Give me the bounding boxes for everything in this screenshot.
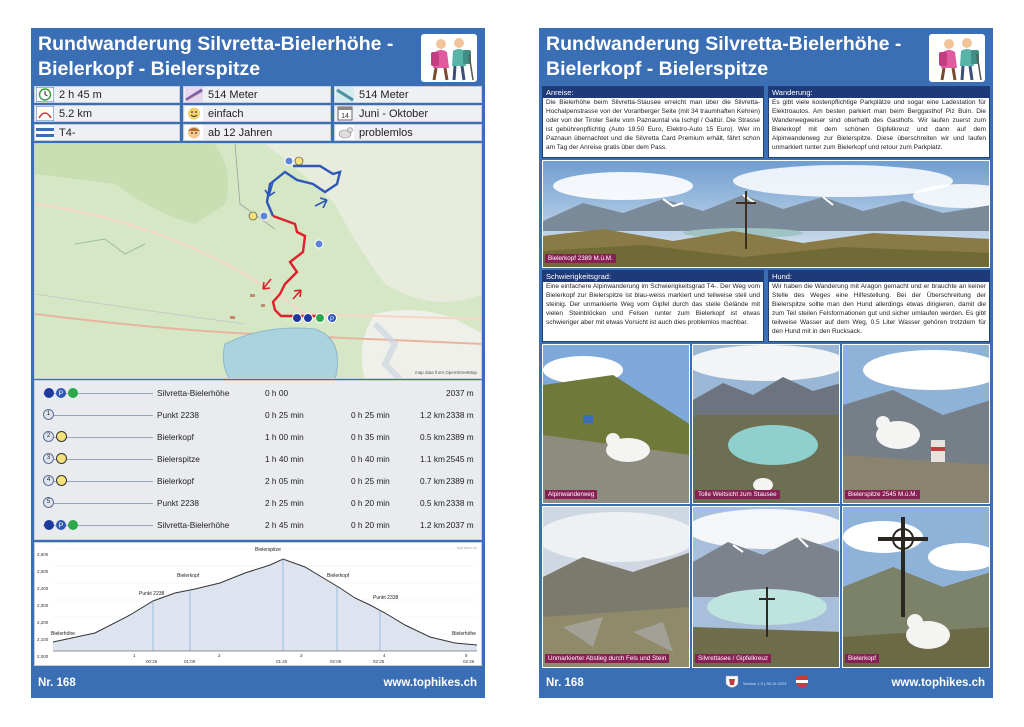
footer-number: Nr. 168 (546, 677, 584, 689)
profile-y-tick: 2,400 (37, 586, 49, 591)
waypoint-row (35, 427, 483, 447)
hund-text: Wir haben die Wanderung mit Aragon gemacht und er brauchte an keiner Stelle des Weges eine Hilfestellung. Bei der Überschreitung der Bielerspitze sollte man den Hund allerdings etwas dirigieren, damit die zum Teil steilen Felsformationen gut und sicher umlaufen werden. Es gibt teilweise Wasser auf dem Weg, 0.5 Liter Wasser gehören trotzdem für den Hund mit in den Rucksack. (772, 283, 986, 335)
end-icons (43, 519, 85, 531)
left-page-title: Rundwanderung Silvretta-Bielerhöhe - Bielerkopf - Bielerspitze (38, 33, 394, 80)
right-page (539, 28, 993, 698)
footer-number: Nr. 168 (38, 677, 76, 689)
stat-dog-value: problemlos (359, 126, 413, 139)
wanderung-box (768, 86, 990, 158)
waypoint-altitude: 2338 m (446, 410, 474, 420)
waypoint-number: 1 (43, 409, 54, 420)
photo-bielerspitze (842, 344, 990, 504)
profile-label-punkt-2: Punkt 2338 (373, 595, 399, 601)
photo-weitsicht-stausee (692, 344, 840, 504)
photo-silvrettasee (692, 506, 840, 668)
waypoint-time: 2 h 25 min (265, 498, 304, 508)
waypoint-number: 3 (43, 453, 54, 464)
anreise-box (542, 86, 764, 158)
photo-caption: Tolle Weitsicht zum Stausee (695, 490, 780, 499)
photo-caption: Silvrettasee / Gipfelkreuz (695, 654, 771, 663)
waypoint-altitude: 2338 m (446, 498, 474, 508)
waypoint-name: Punkt 2238 (157, 498, 199, 508)
waypoint-altitude: 2389 m (446, 476, 474, 486)
photo-caption: Bielerspitze 2545 M.ü.M. (845, 490, 920, 499)
map-credit: map data from OpenStreetMap (414, 370, 477, 375)
profile-x-tick: 2 (218, 653, 221, 658)
waypoint-time: 2 h 45 min (265, 520, 304, 530)
waypoint-row (35, 383, 483, 403)
stat-duration (34, 86, 180, 103)
photo-unmarkierter-abstieg (542, 506, 690, 668)
stat-descent-value: 514 Meter (359, 88, 409, 101)
grade-icon (36, 125, 54, 140)
stat-difficulty (183, 105, 331, 122)
austria-flag-icon (795, 675, 809, 691)
waypoint-time: 0 h 00 (265, 388, 289, 398)
profile-time-tick: 01:40 (276, 659, 288, 664)
route-map (34, 143, 482, 379)
stat-descent (334, 86, 482, 103)
hikers-icon (421, 34, 477, 82)
profile-y-ticks (37, 546, 48, 665)
waypoint-altitude: 2037 m (446, 388, 474, 398)
waypoint-number: 5 (43, 497, 54, 508)
waypoint-name: Silvretta-Bielerhöhe (157, 388, 230, 398)
left-page (31, 28, 485, 698)
descent-icon (336, 87, 354, 102)
svg-text:P: P (58, 390, 64, 398)
profile-x-tick: 1 (133, 653, 136, 658)
stat-duration-value: 2 h 45 m (59, 88, 102, 101)
profile-label-end: Bielerhöhe (452, 631, 476, 637)
svg-text:P: P (329, 317, 335, 323)
waypoint-distance: 0.7 km (420, 476, 445, 486)
waypoint-altitude: 2037 m (446, 520, 474, 530)
waypoint-time: 2 h 05 min (265, 476, 304, 486)
right-page-title: Rundwanderung Silvretta-Bielerhöhe - Bielerkopf - Bielerspitze (546, 33, 902, 80)
profile-label-bielerkopf-2: Bielerkopf (327, 573, 350, 579)
schwierigkeit-text: Eine einfachere Alpinwanderung im Schwierigkeitsgrad T4-. Der Weg vom Bielerkopf zur Bielerspitze ist blau-weiss markiert und teilweise steil und steinig. Der unmarkierte Weg vom Gipfel durch das steile Gelände mit vielen Steinblöcken und Felsen runter zum Bielerkopf ist etwas schwieriger aber mit etwas Vorsicht ist auch dies problemlos machbar. (546, 283, 760, 326)
route-map-graphic (35, 144, 482, 379)
profile-x-tick: 4 (383, 653, 386, 658)
elevation-profile-graphic (35, 543, 481, 665)
profile-y-tick: 2,200 (37, 620, 49, 625)
profile-label-start: Bielerhöhe (51, 631, 75, 637)
calendar-day: 14 (341, 113, 349, 120)
footer-url[interactable]: www.tophikes.ch (891, 677, 985, 689)
stat-grade-value: T4- (59, 126, 76, 139)
dog-icon (336, 125, 354, 140)
waypoint-name: Bielerkopf (157, 476, 194, 486)
waypoint-time: 1 h 40 min (265, 454, 304, 464)
photo-caption: Unmarkierter Abstieg durch Fels und Stein (545, 654, 669, 663)
anreise-text: Die Bielerhöhe beim Silvretta-Stausee erreicht man über die Silvretta-Hochalpenstrasse von der Vorarlberger Seite (mit 34 traumhaften Kehren) oder von der Tiroler Seite vom Paznauntal via Ischgl / Galtür. Die Strasse ist gebührenpflichtig (Auto 19.50 Euro, Elektro-Auto 15 Euro). Wer im Paznaun übernachtet und die Silvretta Card Premium erhält, fährt schon am Tag der Anreise gratis über dem Pass. (546, 99, 760, 151)
anreise-heading: Anreise: (543, 87, 763, 98)
elevation-profile (34, 542, 482, 666)
footer-url[interactable]: www.tophikes.ch (383, 677, 477, 689)
summit-icon (56, 475, 67, 486)
waypoint-number: 4 (43, 475, 54, 486)
waypoint-row (35, 493, 483, 513)
waypoint-segment: 0 h 35 min (351, 432, 390, 442)
waypoint-row (35, 471, 483, 491)
hund-box (768, 270, 990, 342)
stat-distance-value: 5.2 km (59, 107, 93, 120)
stat-season-value: Juni - Oktober (359, 107, 429, 120)
stat-ascent (183, 86, 331, 103)
stat-age (183, 124, 331, 141)
svg-text:P: P (58, 522, 64, 530)
waypoint-distance: 1.2 km (420, 410, 445, 420)
schwierigkeit-heading: Schwierigkeitsgrad: (543, 271, 763, 282)
photo-alpinwanderweg (542, 344, 690, 504)
waypoint-row (35, 515, 483, 535)
panorama-caption: Bielerkopf 2389 M.ü.M. (545, 254, 616, 263)
stat-season (334, 105, 482, 122)
waypoint-connector (43, 415, 153, 416)
waypoint-name: Silvretta-Bielerhöhe (157, 520, 230, 530)
tirol-coat-of-arms-icon (725, 675, 739, 691)
wanderung-heading: Wanderung: (769, 87, 989, 98)
profile-time-tick: 02:25 (373, 659, 385, 664)
clock-icon (36, 87, 54, 102)
waypoint-distance: 0.5 km (420, 432, 445, 442)
age-icon (185, 125, 203, 140)
calendar-icon (336, 106, 354, 121)
waypoint-connector (43, 503, 153, 504)
waypoint-distance: 1.1 km (420, 454, 445, 464)
waypoint-distance: 1.2 km (420, 520, 445, 530)
hikers-icon (929, 34, 985, 82)
waypoint-altitude: 2389 m (446, 432, 474, 442)
profile-x-tick: 3 (300, 653, 303, 658)
profile-time-tick: 01:00 (184, 659, 196, 664)
stat-difficulty-value: einfach (208, 107, 244, 120)
schwierigkeit-box (542, 270, 764, 342)
profile-time-tick: 02:45 (463, 659, 475, 664)
profile-y-tick: 2,000 (37, 654, 49, 659)
waypoint-segment: 0 h 20 min (351, 520, 390, 530)
profile-label-bielerkopf: Bielerkopf (177, 573, 200, 579)
hund-heading: Hund: (769, 271, 989, 282)
wanderung-text: Es gibt viele kostenpflichtige Parkplätze und sogar eine Ladestation für Elektroautos. Am besten parkiert man beim Berggasthof Piz Buin. Die Wanderwegweiser sind oberhalb des Gasthofs. Wir laufen zuerst zum Bielerkopf mit dem schönen Gipfelkreuz und dann auf dem Alpinwanderweg zur Bielerspitze. Diese überschreiten wir und laufen unmarkiert runter zum Bielerkopf und retour zum Parkplatz. (772, 99, 986, 151)
profile-label-bielerspitze: Bielerspitze (255, 547, 281, 553)
profile-time-tick: 00:25 (146, 659, 158, 664)
waypoint-segment: 0 h 20 min (351, 498, 390, 508)
profile-y-tick: 2,100 (37, 637, 49, 642)
waypoint-segment: 0 h 25 min (351, 476, 390, 486)
stat-ascent-value: 514 Meter (208, 88, 258, 101)
waypoint-altitude: 2545 m (446, 454, 474, 464)
waypoint-row (35, 449, 483, 469)
profile-area (53, 559, 477, 651)
summit-icon (56, 431, 67, 442)
photo-caption: Alpinwanderweg (545, 490, 597, 499)
waypoint-time: 0 h 25 min (265, 410, 304, 420)
profile-x-tick: 5 (465, 653, 468, 658)
version-text: Version 1.0 | 08.10.2023 (743, 681, 787, 686)
waypoint-name: Punkt 2238 (157, 410, 199, 420)
profile-y-tick: 2,300 (37, 603, 49, 608)
profile-time-tick: 02:05 (330, 659, 342, 664)
panorama-photo (542, 160, 990, 268)
distance-icon (36, 106, 54, 121)
profile-label-punkt: Punkt 2238 (139, 591, 165, 597)
waypoint-segment: 0 h 40 min (351, 454, 390, 464)
waypoint-table (34, 380, 482, 540)
ascent-icon (185, 87, 203, 102)
profile-y-tick: 2,600 (37, 552, 49, 557)
waypoint-distance: 0.5 km (420, 498, 445, 508)
profile-credit: tophikes.ch (456, 545, 477, 550)
stat-age-value: ab 12 Jahren (208, 126, 273, 139)
waypoint-number: 2 (43, 431, 54, 442)
waypoint-segment: 0 h 25 min (351, 410, 390, 420)
stat-dog (334, 124, 482, 141)
waypoint-row (35, 405, 483, 425)
summit-icon (56, 453, 67, 464)
photo-caption: Bielerkopf (845, 654, 879, 663)
stat-distance (34, 105, 180, 122)
photo-bielerkopf (842, 506, 990, 668)
stat-grade (34, 124, 180, 141)
difficulty-icon (185, 106, 203, 121)
waypoint-time: 1 h 00 min (265, 432, 304, 442)
start-icons (43, 387, 85, 399)
waypoint-name: Bielerkopf (157, 432, 194, 442)
waypoint-name: Bielerspitze (157, 454, 200, 464)
profile-y-tick: 2,500 (37, 569, 49, 574)
